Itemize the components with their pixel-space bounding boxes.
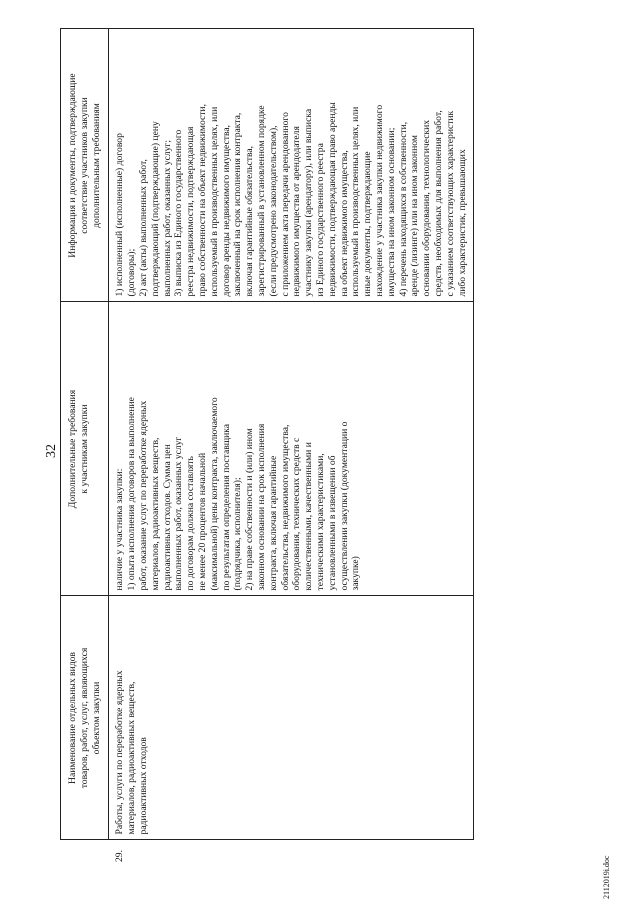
- text-line: (договоры);: [126, 248, 138, 297]
- text-line: (подрядчика, исполнителя);: [232, 477, 244, 591]
- text-line: используемый в производственных целях, или: [208, 106, 220, 297]
- text-line: либо характеристик, превышающих: [456, 149, 468, 297]
- text-line: обязательства, недвижимого имущества,: [279, 424, 291, 591]
- text-line: по результатам определения поставщика: [220, 423, 232, 591]
- text-line: (максимальной) цены контракта, заключаемого: [208, 397, 220, 591]
- number-header: [61, 840, 109, 864]
- text-line: аренде (лизинге) или на ином законном: [409, 135, 421, 297]
- row-item-name: Работы, услуги по переработке ядерных материалов, радиоактивных веществ, радиоактивных отходов: [109, 596, 474, 840]
- text-line: иные документы, подтверждающие: [362, 151, 374, 297]
- text-line: установленными в извещении об: [326, 455, 338, 591]
- row-requirements: [109, 302, 474, 596]
- text-line: нахождение у участника закупки недвижимого: [373, 104, 385, 297]
- text-line: (если предусмотрено законодательством),: [267, 125, 279, 297]
- footer-filename: 2112019i.doc: [602, 855, 611, 899]
- text-line: работ, оказание услуг по переработке ядерных: [137, 400, 149, 591]
- text-line: выполненных работ, оказанных услуг;: [161, 139, 173, 297]
- text-line: с указанием соответствующих характеристик: [444, 110, 456, 297]
- text-line: средств, необходимых для выполнения работ,: [432, 110, 444, 297]
- text-line: контракта, включая гарантийные: [267, 455, 279, 591]
- header-requirements: Дополнительные требования к участникам закупки: [61, 302, 109, 596]
- text-line: закупке): [350, 556, 362, 591]
- text-line: выполненных работ, оказанных услуг: [173, 436, 185, 591]
- text-line: радиоактивных отходов. Сумма цен: [161, 444, 173, 591]
- text-line: участнику закупки (арендатору), или выписка: [303, 108, 315, 297]
- text-line: договор аренды недвижимого имущества,: [220, 124, 232, 297]
- text-line: на объект недвижимого имущества,: [338, 150, 350, 297]
- text-line: реестра недвижимости, подтверждающая: [185, 126, 197, 297]
- text-line: основании оборудования, технологических: [421, 119, 433, 297]
- text-line: зарегистрированный в установленном порядке: [255, 105, 267, 297]
- text-line: не менее 20 процентов начальной: [196, 452, 208, 591]
- text-line: 4) перечень находящихся в собственности,: [397, 121, 409, 297]
- text-line: с приложением акта передачи арендованного: [279, 112, 291, 297]
- text-line: право собственности на объект недвижимости,: [196, 104, 208, 297]
- text-line: включая гарантийные обязательства,: [244, 145, 256, 297]
- text-line: из Единого государственного реестра: [314, 143, 326, 297]
- header-documents: Информация и документы, подтверждающие соответствие участников закупки дополнительным требованиям: [61, 29, 109, 302]
- text-line: 3) выписка из Единого государственного: [173, 129, 185, 297]
- page-number: 32: [44, 444, 59, 458]
- text-line: наличие у участника закупки:: [114, 468, 126, 591]
- row-documents: [109, 29, 474, 302]
- text-line: количественными, качественными и: [303, 442, 315, 591]
- text-line: техническими характеристиками,: [314, 453, 326, 591]
- table-header-row: [61, 29, 109, 864]
- text-line: подтверждающий (подтверждающие) цену: [149, 121, 161, 297]
- text-line: 1) опыта исполнения договоров на выполнение: [126, 397, 138, 591]
- text-line: по договорам должна составлять: [185, 456, 197, 591]
- text-line: материалов, радиоактивных веществ,: [149, 437, 161, 591]
- header-name: Наименование отдельных видов товаров, работ, услуг, являющихся объектом закупки: [61, 596, 109, 840]
- text-line: 2) на праве собственности и (или) ином: [244, 428, 256, 591]
- text-line: 2) акт (акты) выполненных работ,: [137, 159, 149, 297]
- text-line: осуществлении закупки (документации о: [338, 421, 350, 591]
- row-number: 29.: [113, 850, 125, 862]
- text-line: используемый в производственных целях, или: [350, 106, 362, 297]
- text-line: 1) исполненный (исполненные) договор: [114, 133, 126, 297]
- table-row: [109, 29, 474, 864]
- text-line: недвижимости, подтверждающая право аренды: [326, 102, 338, 297]
- text-line: заключенный на срок исполнения контракта,: [232, 112, 244, 297]
- text-line: законном основании на срок исполнения: [255, 423, 267, 591]
- text-line: имущества на ином законном основании;: [385, 127, 397, 297]
- text-line: недвижимого имущества от арендодателя: [291, 126, 303, 297]
- text-line: оборудования, технических средств с: [291, 437, 303, 591]
- requirements-table: [60, 29, 474, 865]
